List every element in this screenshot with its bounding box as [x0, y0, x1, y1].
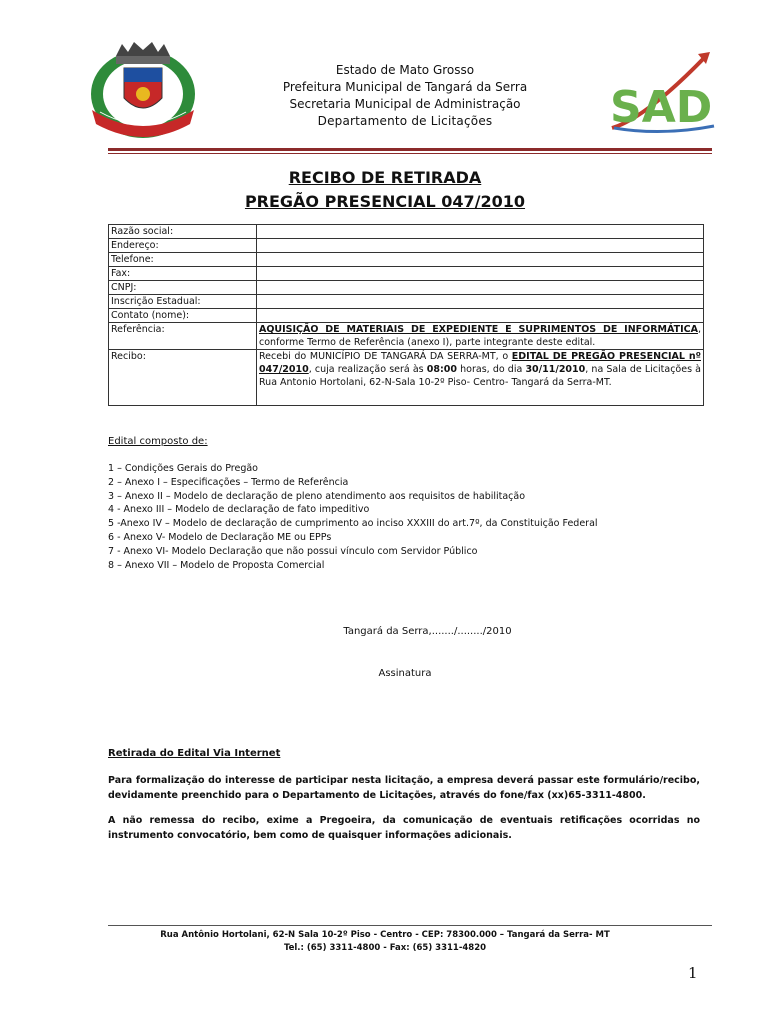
recibo-label: Recibo: [109, 350, 257, 406]
signature-label: Assinatura [378, 668, 432, 679]
list-item: 4 - Anexo III – Modelo de declaração de fato impeditivo [108, 504, 370, 516]
recibo-value [257, 350, 704, 406]
list-item: 5 -Anexo IV – Modelo de declaração de cumprimento ao inciso XXXIII do art.7º, da Constituição Federal [108, 518, 598, 530]
referencia-label: Referência: [109, 323, 257, 350]
cnpj-label: CNPJ: [109, 281, 257, 295]
form-row-recibo [109, 350, 704, 406]
sad-logo-text: SAD [610, 82, 713, 133]
referencia-rest: , conforme Termo de Referência (anexo I), parte integrante deste edital. [259, 324, 701, 348]
footer-phone: Tel.: (65) 3311-4800 - Fax: (65) 3311-4820 [283, 943, 487, 953]
document-subtitle: PREGÃO PRESENCIAL 047/2010 [244, 192, 526, 211]
inscricao-label: Inscrição Estadual: [109, 295, 257, 309]
internet-paragraph-1: Para formalização do interesse de participar nesta licitação, a empresa deverá passar este formulário/recibo, devidamente preenchido para o Departamento de Licitações, através do fone/fax (xx)65-3311-4800. [108, 775, 700, 801]
list-item: 6 - Anexo V- Modelo de Declaração ME ou EPPs [108, 531, 332, 543]
header-department: Departamento de Licitações [317, 114, 493, 128]
withdrawal-form-table [108, 224, 704, 406]
list-item: 7 - Anexo VI- Modelo Declaração que não possui vínculo com Servidor Público [108, 545, 478, 557]
header-divider [108, 148, 712, 151]
endereco-field[interactable] [257, 239, 704, 253]
recibo-data: 30/11/2010 [525, 364, 586, 375]
internet-heading: Retirada do Edital Via Internet [108, 748, 281, 759]
form-row-contato [109, 309, 704, 323]
list-item: 8 – Anexo VII – Modelo de Proposta Comercial [108, 559, 325, 571]
municipal-coat-of-arms-logo [82, 38, 204, 142]
recibo-text-1: Recebi do MUNICÍPIO DE TANGARÁ DA SERRA-MT, o [259, 351, 512, 362]
header-secretariat: Secretaria Municipal de Administração [289, 97, 521, 111]
document-title: RECIBO DE RETIRADA [288, 168, 482, 187]
contato-label: Contato (nome): [109, 309, 257, 323]
form-row-referencia [109, 323, 704, 350]
fax-field[interactable] [257, 267, 704, 281]
razao-social-label: Razão social: [109, 225, 257, 239]
razao-social-field[interactable] [257, 225, 704, 239]
date-line: Tangará da Serra,......./......../2010 [343, 626, 512, 637]
header-prefecture: Prefeitura Municipal de Tangará da Serra [282, 80, 528, 94]
form-row-endereco [109, 239, 704, 253]
form-row-inscricao [109, 295, 704, 309]
header-state: Estado de Mato Grosso [335, 63, 475, 77]
recibo-edital: EDITAL DE PREGÃO PRESENCIAL nº 047/2010 [259, 351, 701, 375]
page-number: 1 [688, 964, 698, 982]
telefone-field[interactable] [257, 253, 704, 267]
inscricao-field[interactable] [257, 295, 704, 309]
list-item: 1 – Condições Gerais do Pregão [108, 463, 258, 474]
list-item: 3 – Anexo II – Modelo de declaração de pleno atendimento aos requisitos de habilitação [108, 490, 526, 502]
recibo-hora: 08:00 [426, 364, 458, 375]
sad-logo [606, 48, 720, 136]
footer-divider [108, 925, 712, 926]
header-divider-thin [108, 153, 712, 154]
form-row-fax [109, 267, 704, 281]
institution-header [200, 62, 610, 130]
form-row-telefone [109, 253, 704, 267]
list-item: 2 – Anexo I – Especificações – Termo de Referência [108, 476, 349, 488]
referencia-value [257, 323, 704, 350]
annex-list [108, 462, 598, 572]
recibo-text-2: , cuja realização será às [308, 364, 427, 375]
referencia-object: AQUISIÇÃO DE MATERIAIS DE EXPEDIENTE E SUPRIMENTOS DE INFORMÁTICA [259, 324, 698, 335]
form-row-razao-social [109, 225, 704, 239]
cnpj-field[interactable] [257, 281, 704, 295]
internet-paragraph-2: A não remessa do recibo, exime a Pregoeira, da comunicação de eventuais retificações ocorridas no instrumento convocatório, bem como de quaisquer informações adicionais. [108, 815, 700, 841]
form-row-cnpj [109, 281, 704, 295]
telefone-label: Telefone: [109, 253, 257, 267]
contato-field[interactable] [257, 309, 704, 323]
fax-label: Fax: [109, 267, 257, 281]
recibo-text-4: , na Sala de Licitações à Rua Antonio Hortolani, 62-N-Sala 10-2º Piso- Centro- Tangará da Serra-MT. [259, 364, 701, 388]
footer-address: Rua Antônio Hortolani, 62-N Sala 10-2º Piso - Centro - CEP: 78300.000 – Tangará da Serra- MT [160, 930, 610, 940]
recibo-text-3: horas, do dia [457, 364, 526, 375]
endereco-label: Endereço: [109, 239, 257, 253]
edital-heading: Edital composto de: [108, 436, 208, 447]
